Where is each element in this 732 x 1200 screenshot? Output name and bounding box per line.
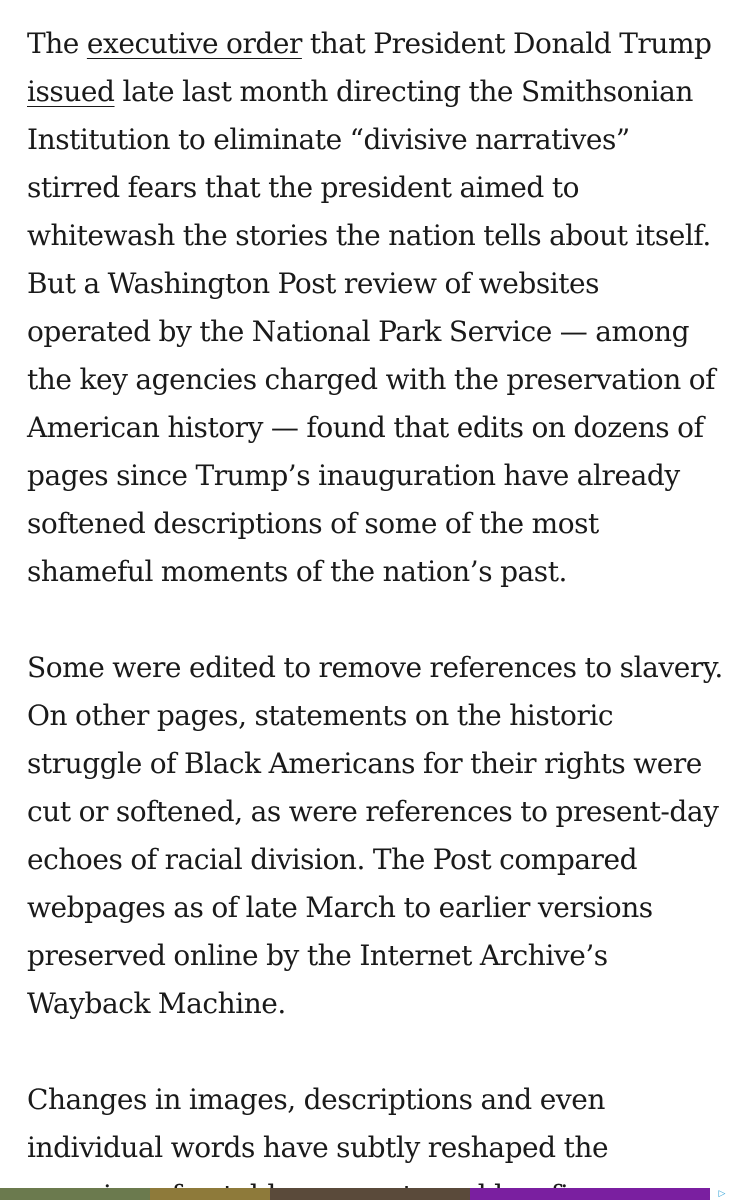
text-line (27, 452, 727, 500)
ad-image-segment[interactable] (270, 1188, 470, 1200)
ad-banner[interactable] (0, 1188, 732, 1200)
text-line (27, 836, 727, 884)
text-run: struggle of Black Americans for their rights were (27, 747, 702, 780)
text-line (27, 260, 727, 308)
text-line (27, 980, 727, 1028)
text-line (27, 20, 727, 68)
article-paragraph (27, 20, 727, 596)
text-line (27, 356, 727, 404)
text-line (27, 932, 727, 980)
text-line (27, 1076, 727, 1124)
text-line (27, 740, 727, 788)
ad-image-segment[interactable] (0, 1188, 150, 1200)
ad-info-icon[interactable]: ▷ (716, 1189, 728, 1199)
text-run: operated by the National Park Service — among (27, 315, 690, 348)
text-line (27, 788, 727, 836)
text-run: late last month directing the Smithsonian (114, 75, 693, 108)
text-line (27, 548, 727, 596)
text-line (27, 884, 727, 932)
text-run: the key agencies charged with the preservation of (27, 363, 716, 396)
text-run: cut or softened, as were references to present-day (27, 795, 719, 828)
executive-order-link[interactable]: executive order (86, 27, 302, 60)
article-paragraph (27, 644, 727, 1028)
text-run: On other pages, statements on the historic (27, 699, 614, 732)
text-run: whitewash the stories the nation tells about itself. (27, 219, 711, 252)
article-paragraph (27, 1076, 727, 1200)
text-run: shameful moments of the nation’s past. (27, 555, 567, 588)
text-run: But a Washington Post review of websites (27, 267, 600, 300)
text-run: Changes in images, descriptions and even (27, 1083, 605, 1116)
ad-image-segment[interactable] (150, 1188, 270, 1200)
text-run: The (27, 27, 87, 60)
text-line (27, 212, 727, 260)
text-run: preserved online by the Internet Archive’s (27, 939, 608, 972)
article-body (27, 20, 727, 1200)
text-run: pages since Trump’s inauguration have already (27, 459, 680, 492)
text-run: echoes of racial division. The Post compared (27, 843, 638, 876)
issued-link[interactable]: issued (27, 75, 115, 108)
text-line (27, 116, 727, 164)
text-run: American history — found that edits on dozens of (27, 411, 704, 444)
text-run: softened descriptions of some of the most (27, 507, 599, 540)
text-line (27, 308, 727, 356)
text-run: webpages as of late March to earlier versions (27, 891, 653, 924)
text-run: Institution to eliminate “divisive narratives” (27, 123, 630, 156)
text-run: that President Donald Trump (301, 27, 712, 60)
text-run: Some were edited to remove references to slavery. (27, 651, 723, 684)
text-run: stirred fears that the president aimed to (27, 171, 580, 204)
text-line (27, 1124, 727, 1172)
text-run: Wayback Machine. (27, 987, 286, 1020)
ad-image-segment[interactable] (470, 1188, 710, 1200)
text-line (27, 404, 727, 452)
text-line (27, 692, 727, 740)
text-line (27, 164, 727, 212)
text-run: individual words have subtly reshaped the (27, 1131, 609, 1164)
text-line (27, 644, 727, 692)
text-line (27, 500, 727, 548)
text-line (27, 68, 727, 116)
